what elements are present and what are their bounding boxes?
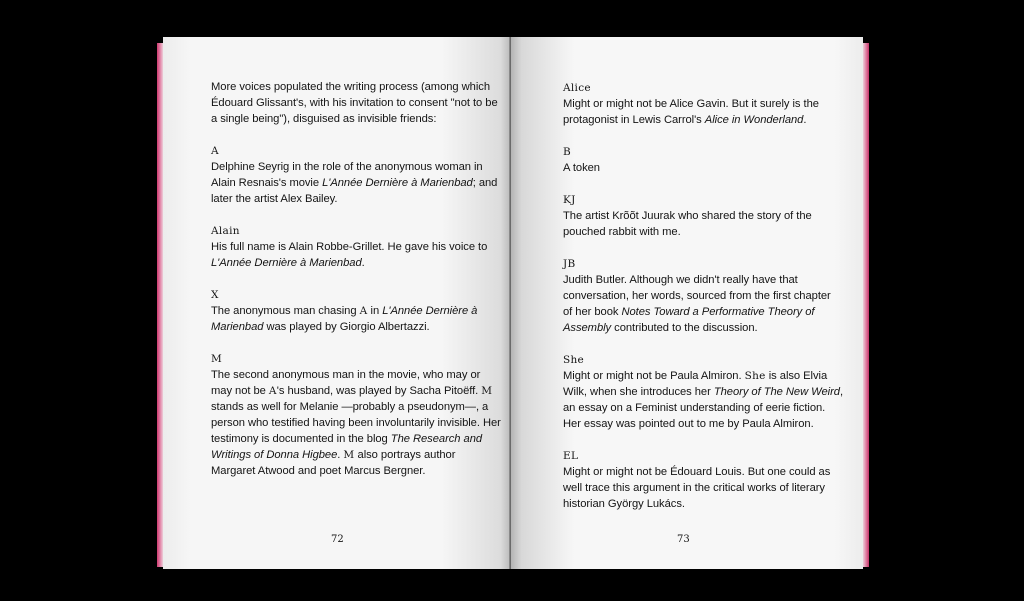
page-number: 73 xyxy=(677,534,690,545)
entry-heading: X xyxy=(211,289,219,301)
entry-heading: EL xyxy=(563,450,579,462)
entry-heading: B xyxy=(563,146,572,158)
entry-body: The artist Krõõt Juurak who shared the story of the pouched rabbit with me. xyxy=(563,210,812,238)
entry-heading: KJ xyxy=(563,194,576,206)
right-page xyxy=(511,37,863,569)
page-edge-right xyxy=(862,43,869,567)
entry-body: Might or might not be Édouard Louis. But one could as well trace this argument in the critical works of literary historian György Lukács. xyxy=(563,466,831,510)
entry-body: The second anonymous man in the movie, who may or may not be A's husband, was played by Sacha Pitoëff. M stands as well for Melanie —probably a pseudonym—, a person who testified having been involuntarily invisible. Her testimony is documented in the blog The Research and Writings of Donna Higbee. M also portrays author Margaret Atwood and poet Marcus Bergner. xyxy=(211,369,501,477)
entry-body: Judith Butler. Although we didn't really have that conversation, her words, sourced from the first chapter of her book Notes Toward a Performative Theory of Assembly contributed to the discussion. xyxy=(563,274,831,334)
left-page-text xyxy=(211,79,501,479)
entry-heading: A xyxy=(211,145,219,157)
open-book xyxy=(157,37,869,569)
entry-heading: Alain xyxy=(211,225,240,237)
entry-heading: JB xyxy=(563,258,576,270)
intro-paragraph: More voices populated the writing process (among which Édouard Glissant's, with his invitation to consent "not to be a single being"), disguised as invisible friends: xyxy=(211,81,498,125)
entry-heading: M xyxy=(211,353,223,365)
right-page-text xyxy=(563,80,843,512)
left-page xyxy=(163,37,511,569)
entry-heading: Alice xyxy=(563,82,591,94)
page-number: 72 xyxy=(331,534,344,545)
entry-body: Might or might not be Alice Gavin. But it surely is the protagonist in Lewis Carrol's Alice in Wonderland. xyxy=(563,98,819,126)
entry-body: The anonymous man chasing A in L'Année Dernière à Marienbad was played by Giorgio Albertazzi. xyxy=(211,305,478,333)
entry-heading: She xyxy=(563,354,585,366)
entry-body: Delphine Seyrig in the role of the anonymous woman in Alain Resnais's movie L'Année Dernière à Marienbad; and later the artist Alex Bailey. xyxy=(211,161,498,205)
entry-body: Might or might not be Paula Almiron. She is also Elvia Wilk, when she introduces her Theory of The New Weird, an essay on a Feminist understanding of eerie fiction. Her essay was pointed out to me by Paula Almiron. xyxy=(563,370,844,430)
entry-body: His full name is Alain Robbe-Grillet. He gave his voice to L'Année Dernière à Marienbad. xyxy=(211,241,488,269)
entry-body: A token xyxy=(563,162,600,174)
